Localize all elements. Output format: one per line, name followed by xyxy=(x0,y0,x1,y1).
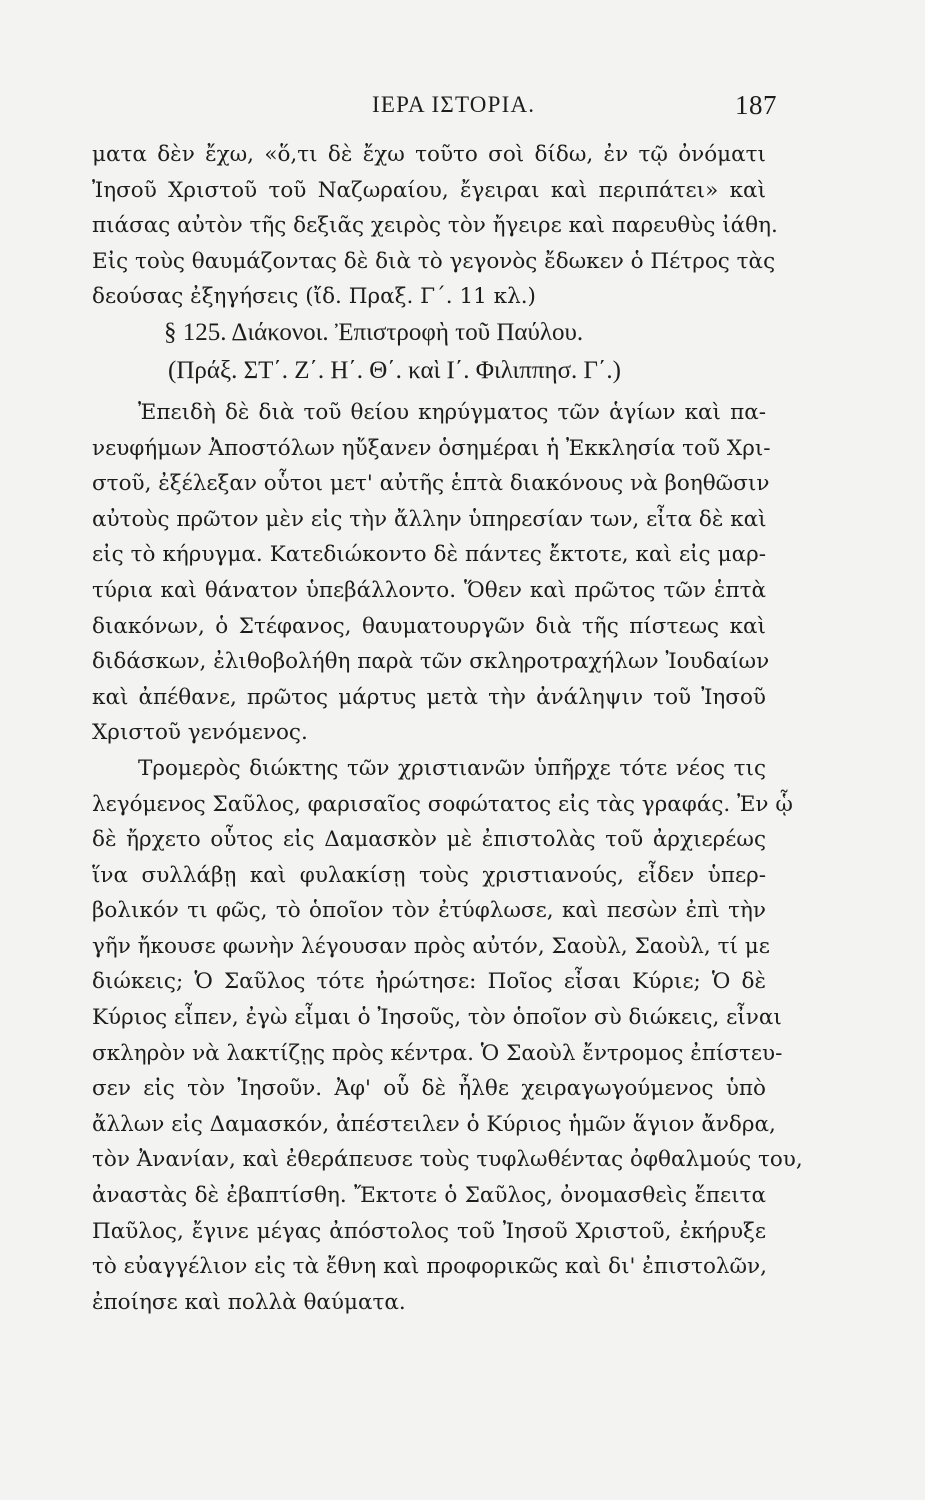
text-line: νευφήμων Ἀποστόλων ηὔξανεν ὁσημέραι ἡ Ἐκκλησία τοῦ Χρι- xyxy=(92,435,771,461)
text-line: λεγόμενος Σαῦλος, φαρισαῖος σοφώτατος εἰς τὰς γραφάς. Ἐν ᾧ xyxy=(92,791,793,817)
text-line: Ἰησοῦ Χριστοῦ τοῦ Ναζωραίου, ἔγειραι καὶ περιπάτει» καὶ xyxy=(92,177,766,203)
text-line: ματα δὲν ἔχω, «ὅ,τι δὲ ἔχω τοῦτο σοὶ δίδω, ἐν τῷ ὀνόματι xyxy=(92,142,766,167)
text-line: στοῦ, ἐξέλεξαν οὗτοι μετ' αὐτῆς ἑπτὰ διακόνους νὰ βοηθῶσιν xyxy=(92,471,770,497)
text-line: Κύριος εἶπεν, ἐγὼ εἶμαι ὁ Ἰησοῦς, τὸν ὁποῖον σὺ διώκεις, εἶναι xyxy=(92,1005,782,1031)
text-line: σεν εἰς τὸν Ἰησοῦν. Ἀφ' οὗ δὲ ἦλθε χειραγωγούμενος ὑπὸ xyxy=(92,1076,766,1102)
text-line: Χριστοῦ γενόμενος. xyxy=(92,720,308,746)
text-line: αὐτοὺς πρῶτον μὲν εἰς τὴν ἄλλην ὑπηρεσίαν των, εἶτα δὲ καὶ xyxy=(92,506,767,532)
text-line: ἄλλων εἰς Δαμασκόν, ἀπέστειλεν ὁ Κύριος ἡμῶν ἅγιον ἄνδρα, xyxy=(92,1111,776,1137)
text-line: Παῦλος, ἔγινε μέγας ἀπόστολος τοῦ Ἰησοῦ Χριστοῦ, ἐκήρυξε xyxy=(92,1218,766,1244)
text-line: γῆν ἤκουσε φωνὴν λέγουσαν πρὸς αὐτόν, Σαοὺλ, Σαοὺλ, τί με xyxy=(92,933,770,959)
text-line: πιάσας αὐτὸν τῆς δεξιᾶς χειρὸς τὸν ἤγειρε καὶ παρευθὺς ἰάθη. xyxy=(92,213,778,239)
text-line: Ἐπειδὴ δὲ διὰ τοῦ θείου κηρύγματος τῶν ἁγίων καὶ πα- xyxy=(138,399,766,425)
section-references: (Πράξ. ΣΤ΄. Ζ΄. Η΄. Θ΄. καὶ Ι΄. Φιλιππησ. Γ΄.) xyxy=(168,356,621,384)
text-line: ἀναστὰς δὲ ἐβαπτίσθη. Ἔκτοτε ὁ Σαῦλος, ὀνομασθεὶς ἔπειτα xyxy=(92,1183,766,1209)
text-line: ἵνα συλλάβῃ καὶ φυλακίσῃ τοὺς χριστιανούς, εἶδεν ὑπερ- xyxy=(92,862,766,888)
text-line: Τρομερὸς διώκτης τῶν χριστιανῶν ὑπῆρχε τότε νέος τις xyxy=(138,755,766,781)
text-line: διακόνων, ὁ Στέφανος, θαυματουργῶν διὰ τῆς πίστεως καὶ xyxy=(92,613,766,639)
text-line: διδάσκων, ἐλιθοβολήθη παρὰ τῶν σκληροτραχήλων Ἰουδαίων xyxy=(92,649,770,675)
text-line: βολικόν τι φῶς, τὸ ὁποῖον τὸν ἐτύφλωσε, καὶ πεσὼν ἐπὶ τὴν xyxy=(92,898,766,924)
text-line: Εἰς τοὺς θαυμάζοντας δὲ διὰ τὸ γεγονὸς ἔδωκεν ὁ Πέτρος τὰς xyxy=(92,248,776,274)
page-number: 187 xyxy=(735,90,777,120)
text-line: δεούσας ἐξηγήσεις (ἴδ. Πραξ. Γ΄. 11 κλ.) xyxy=(92,284,536,310)
paragraph-deacons xyxy=(92,395,771,751)
text-line: τὸ εὐαγγέλιον εἰς τὰ ἔθνη καὶ προφορικῶς καὶ δι' ἐπιστολῶν, xyxy=(92,1254,767,1280)
paragraph-saul xyxy=(92,751,803,1321)
section-heading xyxy=(92,315,766,395)
paragraph-continuation xyxy=(92,137,778,315)
running-head xyxy=(0,92,925,122)
running-title: ΙΕΡΑ ΙΣΤΟΡΙΑ. xyxy=(372,92,536,117)
text-line: εἰς τὸ κήρυγμα. Κατεδιώκοντο δὲ πάντες ἔκτοτε, καὶ εἰς μαρ- xyxy=(92,542,766,568)
text-line: καὶ ἀπέθανε, πρῶτος μάρτυς μετὰ τὴν ἀνάληψιν τοῦ Ἰησοῦ xyxy=(92,684,766,710)
text-line: διώκεις; Ὁ Σαῦλος τότε ἠρώτησε: Ποῖος εἶσαι Κύριε; Ὁ δὲ xyxy=(92,969,766,995)
text-line: τύρια καὶ θάνατον ὑπεβάλλοντο. Ὅθεν καὶ πρῶτος τῶν ἑπτὰ xyxy=(92,577,766,603)
body-text xyxy=(92,137,803,1320)
text-line: σκληρὸν νὰ λακτίζῃς πρὸς κέντρα. Ὁ Σαοὺλ ἔντρομος ἐπίστευ- xyxy=(92,1040,783,1066)
text-line: ἐποίησε καὶ πολλὰ θαύματα. xyxy=(92,1289,406,1315)
section-title: § 125. Διάκονοι. Ἐπιστροφὴ τοῦ Παύλου. xyxy=(164,318,584,346)
text-line: δὲ ἤρχετο οὗτος εἰς Δαμασκὸν μὲ ἐπιστολὰς τοῦ ἀρχιερέως xyxy=(92,827,766,853)
text-line: τὸν Ἀνανίαν, καὶ ἐθεράπευσε τοὺς τυφλωθέντας ὀφθαλμούς του, xyxy=(92,1147,803,1173)
